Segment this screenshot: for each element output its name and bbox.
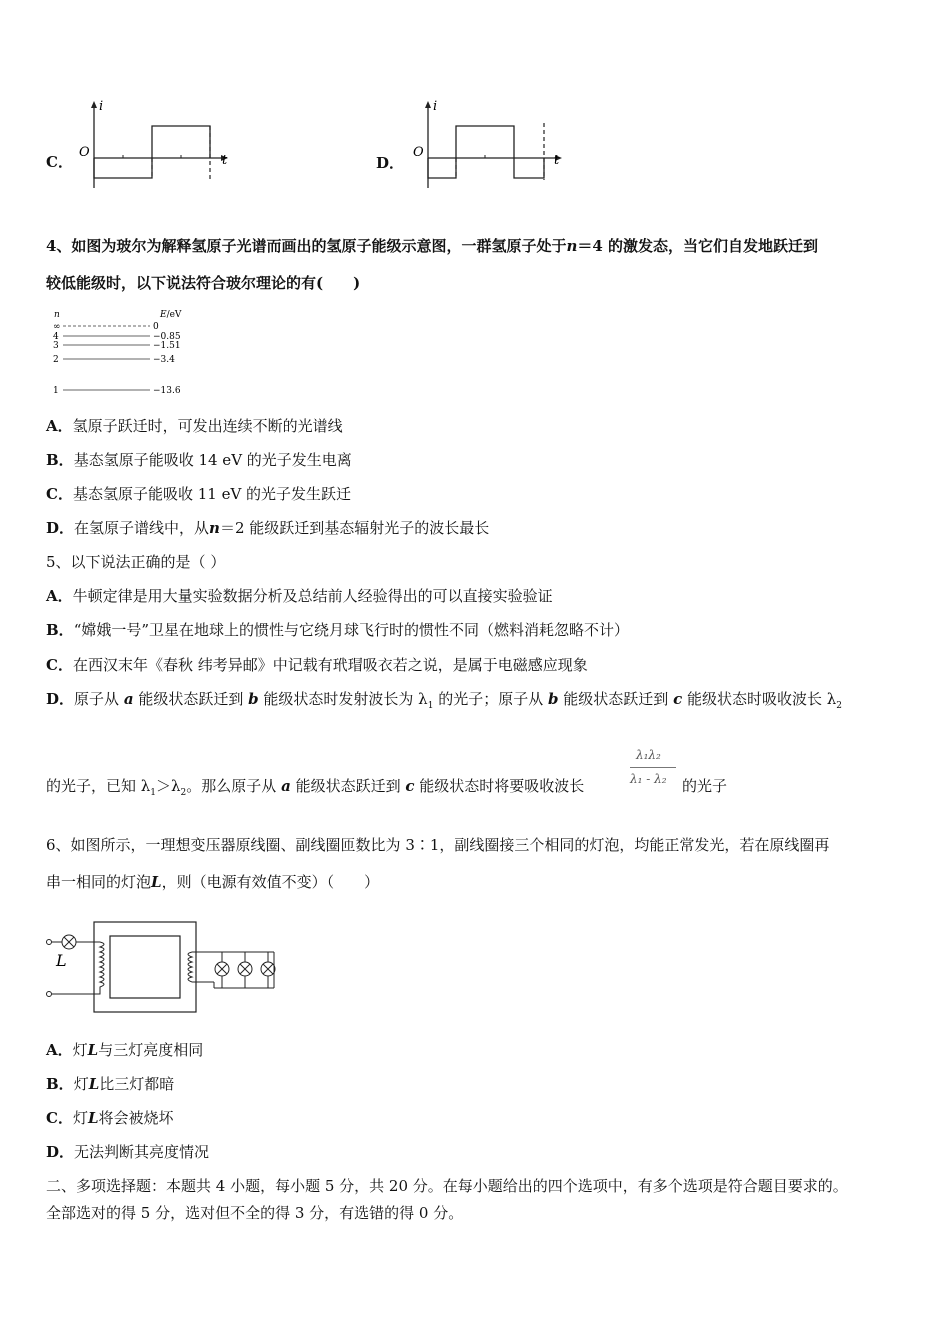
q4-stem-line2: 较低能级时，以下说法符合玻尔理论的有( ) [46,274,361,292]
axis-i-label: i [433,99,438,114]
current-waveform [94,126,210,178]
svg-text:n: n [54,310,60,320]
circuit-l-label: L [56,951,67,970]
q5-option-c[interactable]: C．在西汉末年《春秋 纬考异邮》中记载有玳瑁吸衣若之说，是属于电磁感应现象 [46,656,588,674]
section2-line1: 二、多项选择题：本题共 4 小题，每小题 5 分，共 20 分。在每小题给出的四个选项中，有多个选项是符合题目要求的。 [46,1177,848,1195]
axis-t-label: t [222,153,228,168]
q4-option-b[interactable]: B．基态氢原子能吸收 14 eV 的光子发生电离 [46,451,352,469]
fraction-bar [630,767,676,768]
axis-t-label: t [554,153,560,168]
origin-label: O [79,145,90,160]
q5-option-b[interactable]: B．“嫦娥一号”卫星在地球上的惯性与它绕月球飞行时的惯性不同（燃料消耗忽略不计） [46,621,630,639]
q6-stem-line1: 6、如图所示，一理想变压器原线圈、副线圈匝数比为 3∶1，副线圈接三个相同的灯泡，均能正常发光，若在原线圈再 [46,836,830,854]
option-d-label: D． [376,154,405,172]
q4-option-d[interactable]: D．在氢原子谱线中，从n＝2 能级跃迁到基态辐射光子的波长最长 [46,519,490,537]
svg-text:E/eV: E/eV [160,310,182,320]
lamp-1 [215,952,229,988]
energy-level-diagram [50,308,200,403]
q4-option-a[interactable]: A．氢原子跃迁时，可发出连续不断的光谱线 [46,417,343,435]
svg-text:2: 2 [53,355,59,365]
wavelength-fraction [628,748,678,798]
lamp-3 [261,952,275,988]
svg-text:∞: ∞ [53,322,61,332]
svg-text:−3.4: −3.4 [153,355,175,365]
svg-text:−13.6: −13.6 [153,386,181,396]
section2-line2: 全部选对的得 5 分，选对但不全的得 3 分，有选错的得 0 分。 [46,1204,464,1222]
axis-i-label: i [99,99,104,114]
q4-option-c[interactable]: C．基态氢原子能吸收 11 eV 的光子发生跃迁 [46,485,352,503]
q6-option-b[interactable]: B．灯L比三灯都暗 [46,1075,175,1093]
q5-option-d-tail: 的光子 [682,777,728,795]
q6-option-d[interactable]: D．无法判断其亮度情况 [46,1143,210,1161]
fraction-denominator: λ₁ - λ₂ [630,772,667,786]
primary-coil [97,942,104,994]
svg-text:−0.85: −0.85 [153,332,181,342]
transformer-circuit [42,918,282,1018]
graph-d [404,98,574,193]
svg-text:0: 0 [153,322,159,332]
origin-label: O [413,145,424,160]
secondary-coil [188,952,192,982]
fraction-numerator: λ₁λ₂ [636,748,661,762]
q6-option-a[interactable]: A．灯L与三灯亮度相同 [46,1041,204,1059]
option-c-label: C． [46,153,73,171]
q5-option-d-line2: 的光子，已知 $\lambda_1>\lambda_2$。那么原子从 a 能级状态跃迁到 c 能级状态时将要吸收波长 [46,777,585,798]
q5-stem: 5、以下说法正确的是（ ） [46,553,226,571]
svg-text:1: 1 [53,386,59,396]
svg-text:−1.51: −1.51 [153,341,181,351]
q4-stem-line1: 4、如图为玻尔为解释氢原子光谱而画出的氢原子能级示意图，一群氢原子处于n＝4 的激发态，当它们自发地跃迁到 [46,237,819,255]
graph-c [70,98,240,193]
lamp-2 [238,952,252,988]
q6-stem-line2: 串一相同的灯泡L，则（电源有效值不变）（ ） [46,873,380,891]
q5-option-d[interactable]: D．原子从 a 能级状态跃迁到 b 能级状态时发射波长为 $\lambda_1$ 的光子；原子从 b 能级状态跃迁到 c 能级状态时吸收波长 $\lambda_2$ [46,690,843,711]
svg-text:3: 3 [53,341,59,351]
q5-option-a[interactable]: A．牛顿定律是用大量实验数据分析及总结前人经验得出的可以直接实验验证 [46,587,553,605]
svg-text:4: 4 [53,332,59,342]
current-waveform [428,126,544,178]
q6-option-c[interactable]: C．灯L将会被烧坏 [46,1109,174,1127]
